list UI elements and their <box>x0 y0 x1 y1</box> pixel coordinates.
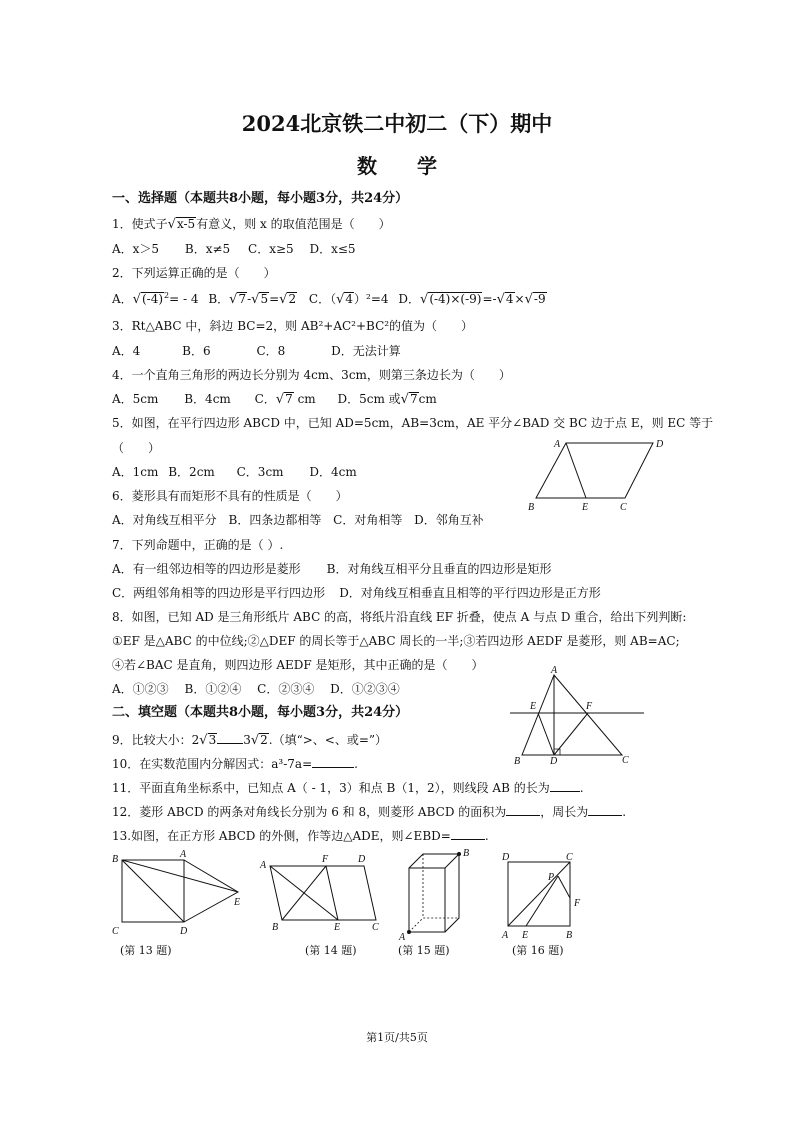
diagonal-bd <box>122 860 184 922</box>
q13-answer-blank[interactable] <box>451 827 485 840</box>
label-a: A <box>554 439 561 450</box>
label-c: C <box>112 926 119 937</box>
question-10: 10．在实数范围内分解因式：a³-7a= . <box>112 757 358 771</box>
prism-top-edge <box>445 854 459 868</box>
label-a: A <box>260 860 267 871</box>
prism-front-face <box>409 868 445 932</box>
q5-options: A．1cm B．2cm C．3cm D．4cm <box>112 465 357 479</box>
figure-q5-parallelogram <box>528 438 668 518</box>
question-2: 2．下列运算正确的是（ ） <box>112 266 276 280</box>
question-5: 5．如图，在平行四边形 ABCD 中，已知 AD=5cm，AB=3cm，AE 平分∠BAD 交 BC 边于点 E，则 EC 等于 <box>112 416 714 430</box>
question-8-line3: ④若∠BAC 是直角，则四边形 AEDF 是矩形，其中正确的是（ ） <box>112 658 484 672</box>
label-a: A <box>551 665 558 676</box>
label-d: D <box>550 756 558 767</box>
q7-options-cd: C．两组邻角相等的四边形是平行四边形 D．对角线互相垂直且相等的平行四边形是正方形 <box>112 586 601 600</box>
triangle-abc <box>522 675 622 755</box>
label-c: C <box>566 852 573 863</box>
label-a: A <box>502 930 509 941</box>
q4-options: A．5cm B．4cm C．√7 cm D．5cm 或√7cm <box>112 392 437 407</box>
label-b: B <box>272 922 279 933</box>
figure-14 <box>258 852 388 932</box>
figure-15-prism <box>395 848 475 943</box>
segment-ae <box>566 443 586 498</box>
figure-q8-triangle <box>508 665 648 765</box>
point-a <box>407 930 411 934</box>
question-13: 13.如图，在正方形 ABCD 的外侧，作等边△ADE，则∠EBD= . <box>112 829 489 843</box>
question-11: 11．平面直角坐标系中，已知点 A（ - 1，3）和点 B（1，2），则线段 AB 的长为 . <box>112 781 584 795</box>
q8-options: A．①②③ B．①②④ C．②③④ D．①②③④ <box>112 682 400 696</box>
question-8-line2: ①EF 是△ABC 的中位线;②△DEF 的周长等于△ABC 周长的一半;③若四边形 AEDF 是菱形，则 AB=AC; <box>112 634 680 648</box>
prism-back-edges <box>409 854 459 932</box>
label-e: E <box>522 930 529 941</box>
label-f: F <box>574 898 581 909</box>
question-9: 9．比较大小：2√3 3√2.（填“>、<、或=”） <box>112 733 388 748</box>
question-8-line1: 8．如图，已知 AD 是三角形纸片 ABC 的高，将纸片沿直线 EF 折叠，使点 A 与点 D 重合，给出下列判断: <box>112 610 687 624</box>
page-footer: 第1页/共5页 <box>366 1031 428 1044</box>
label-b: B <box>112 854 119 865</box>
q5-paren: （ ） <box>112 441 161 455</box>
page-title: 2024北京铁二中初二（下）期中 <box>241 111 553 136</box>
label-e: E <box>530 701 537 712</box>
label-d: D <box>180 926 188 937</box>
q1-option-c: C．x≥5 <box>248 242 294 256</box>
label-b: B <box>463 848 470 859</box>
label-d: D <box>358 854 366 865</box>
label-e: E <box>334 922 341 933</box>
label-d: D <box>656 439 664 450</box>
label-a: A <box>180 849 187 860</box>
question-6: 6．菱形具有而矩形不具有的性质是（ ） <box>112 489 348 503</box>
q1-options <box>112 241 356 257</box>
label-b: B <box>566 930 573 941</box>
q12-perimeter-blank[interactable] <box>588 803 622 816</box>
label-p: P <box>548 872 555 883</box>
caption-figure-13: (第 13 题) <box>120 944 172 957</box>
section-choice-heading: 一、选择题（本题共8小题，每小题3分，共24分） <box>112 191 409 206</box>
question-12: 12．菱形 ABCD 的两条对角线长分别为 6 和 8，则菱形 ABCD 的面积为 ，周长为 . <box>112 805 627 819</box>
segment-pf <box>558 876 570 898</box>
question-3: 3．Rt△ABC 中，斜边 BC=2，则 AB²+AC²+BC²的值为（ ） <box>112 319 474 333</box>
question-1: 1．使式子√x-5有意义，则 x 的取值范围是（ ） <box>112 217 391 232</box>
label-a: A <box>399 932 406 943</box>
segment-be <box>122 860 238 892</box>
caption-figure-16: (第 16 题) <box>512 944 564 957</box>
q9-answer-blank[interactable] <box>217 731 243 744</box>
label-b: B <box>514 756 521 767</box>
label-f: F <box>586 701 593 712</box>
caption-figure-14: (第 14 题) <box>305 944 357 957</box>
label-c: C <box>372 922 379 933</box>
q1-option-a: A．x＞5 <box>112 242 160 256</box>
q1-option-b: B．x≠5 <box>184 242 231 256</box>
section-fill-heading: 二、填空题（本题共8小题，每小题3分，共24分） <box>112 705 409 720</box>
diagonal-ac <box>508 862 570 926</box>
q10-answer-blank[interactable] <box>312 755 354 768</box>
q12-area-blank[interactable] <box>506 803 540 816</box>
label-b: B <box>528 502 535 513</box>
q6-options: A．对角线互相平分 B．四条边都相等 C．对角相等 D．邻角互补 <box>112 513 484 527</box>
triangle-ade <box>184 860 241 922</box>
q2-options: A．$√(-4)^2= - 4$ B．√7-√5=√2 C．（√4）²=4 D．√(-4)×(-9)=-√4×√-9 <box>112 291 546 307</box>
segment-ed <box>538 713 554 755</box>
subject-title: 数 学 <box>357 154 437 178</box>
point-b <box>457 852 461 856</box>
segment-ep <box>526 876 558 926</box>
segment-fb <box>282 866 326 920</box>
q7-options-ab: A．有一组邻边相等的四边形是菱形 B．对角线互相平分且垂直的四边形是矩形 <box>112 562 552 576</box>
label-c: C <box>620 502 627 513</box>
q11-answer-blank[interactable] <box>550 779 580 792</box>
label-e: E <box>234 897 241 908</box>
caption-figure-15: (第 15 题) <box>398 944 450 957</box>
question-4: 4．一个直角三角形的两边长分别为 4cm、3cm，则第三条边长为（ ） <box>112 368 511 382</box>
label-d: D <box>502 852 510 863</box>
label-f: F <box>322 854 329 865</box>
label-e: E <box>582 502 589 513</box>
question-7: 7．下列命题中，正确的是（ ）. <box>112 538 284 552</box>
figure-13 <box>110 850 250 940</box>
label-c: C <box>622 755 629 766</box>
q1-option-d: D．x≤5 <box>309 242 356 256</box>
parallelogram-abcd <box>536 443 653 498</box>
figure-16 <box>498 850 588 942</box>
q3-options: A．4 B．6 C．8 D．无法计算 <box>112 344 401 358</box>
parallelogram-abcd <box>270 866 376 920</box>
